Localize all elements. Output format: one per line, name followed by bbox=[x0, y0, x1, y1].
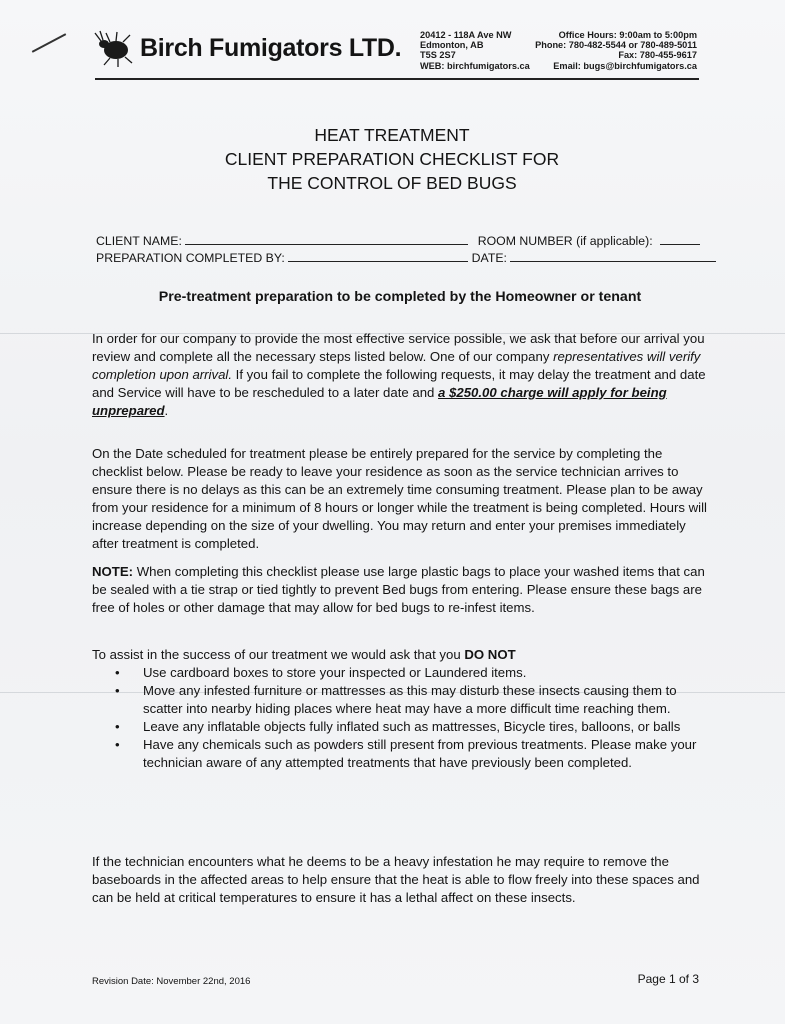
prep-completed-row bbox=[96, 251, 716, 265]
do-not-list bbox=[115, 664, 715, 772]
intro-end: . bbox=[164, 403, 169, 418]
intro-text: In order for our company to provide the most effective service possible, we ask that before our arrival you review and complete all the necessary steps listed below. One of our company bbox=[92, 331, 705, 364]
room-number-field[interactable] bbox=[660, 234, 700, 245]
page-number: Page 1 of 3 bbox=[637, 972, 699, 986]
verification-text: representatives will verify completion upon arrival. bbox=[92, 349, 701, 382]
document-title bbox=[90, 123, 694, 195]
office-hours: Office Hours: 9:00am to 5:00pm bbox=[558, 30, 697, 40]
unprepared-charge: a $250.00 charge will apply for being unprepared bbox=[92, 385, 667, 418]
section-heading: Pre-treatment preparation to be completed by the Homeowner or tenant bbox=[158, 289, 642, 305]
title-line-2: CLIENT PREPARATION CHECKLIST FOR bbox=[224, 149, 560, 169]
client-name-field[interactable] bbox=[185, 234, 468, 245]
company-address bbox=[420, 30, 530, 71]
list-item-text: Move any infested furniture or mattresses as this may disturb these insects causing them to scatter into nearby hiding places where heat may have a more difficult time reaching them. bbox=[143, 683, 677, 716]
bullet-icon: • bbox=[115, 665, 120, 680]
list-item bbox=[115, 718, 715, 736]
bed-bug-icon bbox=[92, 28, 136, 68]
header-divider bbox=[95, 78, 699, 80]
intro-text-2: If you fail to complete the following requests, it may delay the treatment and date and Service will have to be rescheduled to a later date and bbox=[92, 367, 706, 400]
title-line-1: HEAT TREATMENT bbox=[314, 125, 470, 145]
bullet-icon: • bbox=[115, 683, 120, 698]
pen-mark bbox=[32, 33, 66, 53]
website-link[interactable]: WEB: birchfumigators.ca bbox=[420, 60, 530, 71]
list-item-text: Leave any inflatable objects fully inflated such as mattresses, Bicycle tires, balloons, or balls bbox=[143, 719, 681, 734]
prep-completed-label: PREPARATION COMPLETED BY: bbox=[96, 251, 285, 265]
date-field[interactable] bbox=[510, 251, 716, 262]
room-number-label: ROOM NUMBER (if applicable): bbox=[477, 234, 653, 248]
fax-number: Fax: 780-455-9617 bbox=[618, 50, 697, 61]
revision-date: Revision Date: November 22nd, 2016 bbox=[92, 976, 251, 987]
note-text: When completing this checklist please use large plastic bags to place your washed items that can be sealed with a tie strap or tied tightly to prevent Bed bugs from entering. Please ensure these bags are free of holes or other damage that may allow for bed bugs to re-infest items. bbox=[92, 564, 705, 615]
list-item bbox=[115, 664, 715, 682]
date-label: DATE: bbox=[471, 251, 507, 265]
client-name-label: CLIENT NAME: bbox=[96, 234, 182, 248]
company-logo bbox=[92, 28, 401, 68]
note-label: NOTE: bbox=[92, 564, 134, 579]
prep-completed-field[interactable] bbox=[288, 251, 468, 262]
phone-numbers: Phone: 780-482-5544 or 780-489-5011 bbox=[535, 40, 697, 51]
schedule-paragraph: On the Date scheduled for treatment please be entirely prepared for the service by completing the checklist below. Please be ready to leave your residence as soon as the service technician arrives to ensure there is no delays as this can be an extremely time consuming treatment. Please plan to be away from your residence for a minimum of 8 hours or longer while the treatment is being completed. Hours will increase depending on the size of your dwelling. You may return and enter your premises immediately after treatment is completed. bbox=[92, 446, 707, 551]
company-contact bbox=[535, 30, 697, 71]
list-item-text: Use cardboard boxes to store your inspected or Laundered items. bbox=[143, 665, 527, 680]
client-name-row bbox=[96, 234, 700, 248]
closing-paragraph: If the technician encounters what he deems to be a heavy infestation he may require to remove the baseboards in the affected areas to help ensure that the heat is able to flow freely into these spaces and can be held at critical temperatures to ensure it has a lethal affect on these insects. bbox=[92, 854, 700, 905]
list-item bbox=[115, 736, 715, 772]
note-paragraph bbox=[92, 563, 712, 617]
address-street: 20412 - 118A Ave NW bbox=[420, 30, 512, 40]
list-item bbox=[115, 682, 715, 718]
bullet-icon: • bbox=[115, 737, 120, 752]
do-not-intro bbox=[92, 646, 712, 664]
intro-paragraph bbox=[92, 330, 712, 420]
do-not-emphasis: DO NOT bbox=[464, 647, 516, 662]
list-item-text: Have any chemicals such as powders still present from previous treatments. Please make your technician aware of any attempted treatments that have previously been completed. bbox=[143, 737, 697, 770]
email-link[interactable]: Email: bugs@birchfumigators.ca bbox=[553, 60, 697, 71]
title-line-3: THE CONTROL OF BED BUGS bbox=[267, 173, 517, 193]
do-not-intro-text: To assist in the success of our treatment we would ask that you bbox=[92, 647, 465, 662]
bullet-icon: • bbox=[115, 719, 120, 734]
address-postal: T5S 2S7 bbox=[420, 50, 456, 61]
address-city: Edmonton, AB bbox=[420, 40, 484, 51]
company-name: Birch Fumigators LTD. bbox=[140, 33, 402, 62]
